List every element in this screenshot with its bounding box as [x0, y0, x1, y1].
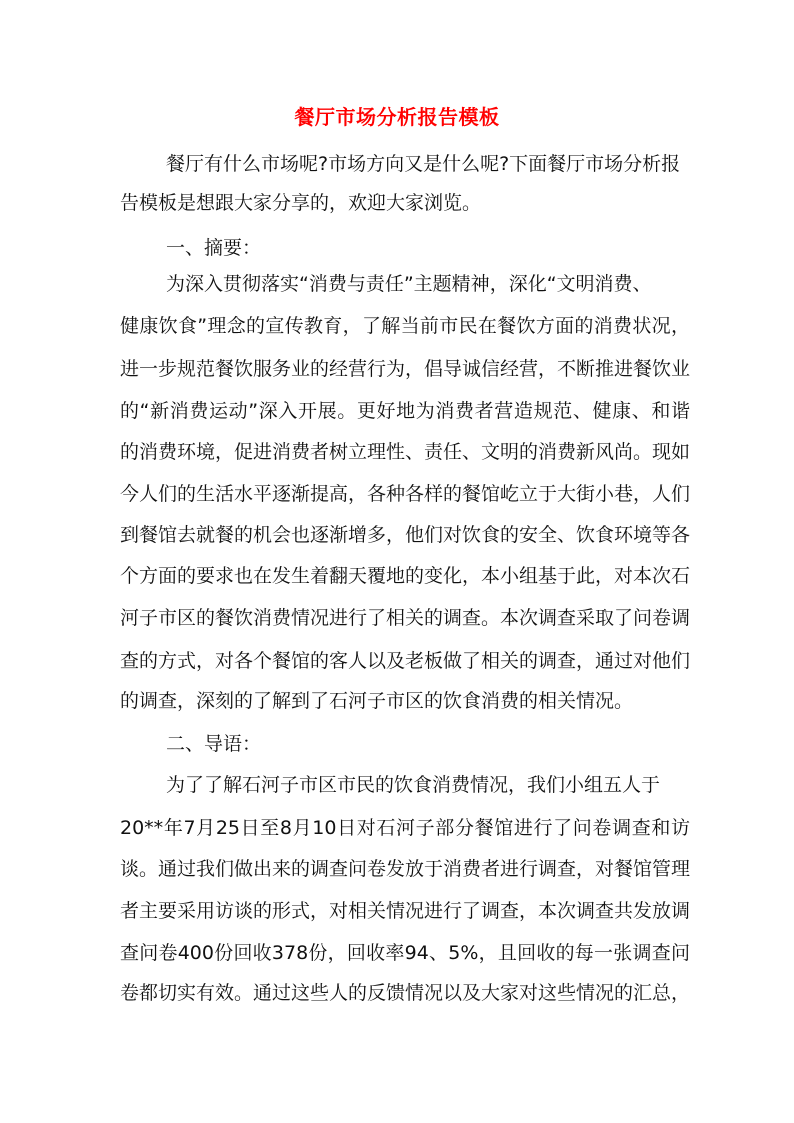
paragraph-line: 卷都切实有效。通过这些人的反馈情况以及大家对这些情况的汇总， [120, 982, 690, 1004]
section-heading-intro: 二、导语： [166, 733, 262, 755]
paragraph-line: 20**年7月25日至8月10日对石河子部分餐馆进行了问卷调查和访 [120, 817, 690, 839]
paragraph-line: 进一步规范餐饮服务业的经营行为，倡导诚信经营，不断推进餐饮业 [120, 358, 690, 380]
paragraph-line: 的“新消费运动”深入开展。更好地为消费者营造规范、健康、和谐 [120, 400, 690, 422]
paragraph-line: 为深入贯彻落实“消费与责任”主题精神，深化“文明消费、 [166, 273, 652, 295]
paragraph-line: 河子市区的餐饮消费情况进行了相关的调查。本次调查采取了问卷调 [120, 607, 690, 629]
paragraph-line: 为了了解石河子市区市民的饮食消费情况，我们小组五人于 [166, 774, 661, 796]
paragraph-line: 个方面的要求也在发生着翻天覆地的变化，本小组基于此，对本次石 [120, 565, 690, 587]
paragraph-line: 的调查，深刻的了解到了石河子市区的饮食消费的相关情况。 [120, 690, 634, 712]
paragraph-line: 者主要采用访谈的形式，对相关情况进行了调查，本次调查共发放调 [120, 900, 690, 922]
paragraph-line: 的消费环境，促进消费者树立理性、责任、文明的消费新风尚。现如 [120, 441, 690, 463]
paragraph-line: 查的方式，对各个餐馆的客人以及老板做了相关的调查，通过对他们 [120, 650, 690, 672]
intro-line: 餐厅有什么市场呢?市场方向又是什么呢?下面餐厅市场分析报 [166, 153, 681, 175]
section-heading-summary: 一、摘要： [166, 237, 262, 259]
paragraph-line: 谈。通过我们做出来的调查问卷发放于消费者进行调查，对餐馆管理 [120, 858, 690, 880]
intro-line: 告模板是想跟大家分享的，欢迎大家浏览。 [120, 192, 482, 214]
document-title: 餐厅市场分析报告模板 [294, 105, 500, 129]
paragraph-line: 今人们的生活水平逐渐提高，各种各样的餐馆屹立于大街小巷，人们 [120, 483, 690, 505]
paragraph-line: 查问卷400份回收378份，回收率94、5%，且回收的每一张调查问 [120, 942, 690, 964]
paragraph-line: 健康饮食”理念的宣传教育，了解当前市民在餐饮方面的消费状况， [120, 315, 690, 337]
paragraph-line: 到餐馆去就餐的机会也逐渐增多，他们对饮食的安全、饮食环境等各 [120, 524, 690, 546]
